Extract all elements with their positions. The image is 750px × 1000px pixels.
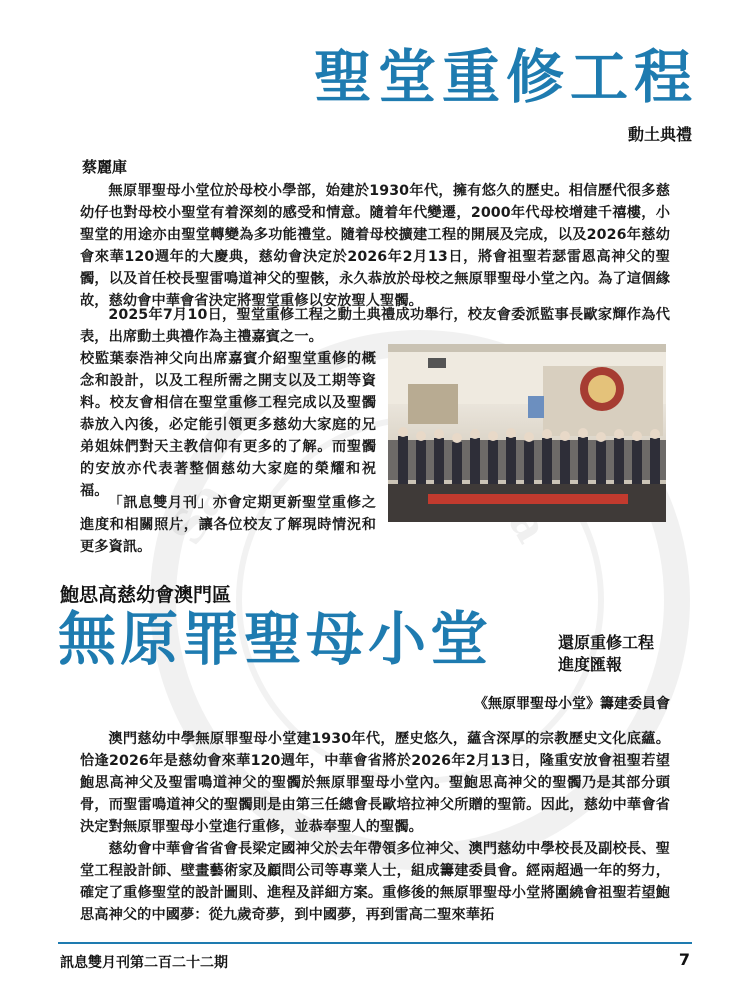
paragraph-1: 無原罪聖母小堂位於母校小學部，始建於1930年代，擁有悠久的歷史。相信歷代很多慈幼仔也對母校小聖堂有着深刻的感受和情意。隨着年代變遷，2000年代母校增建千禧樓，小聖堂的用途亦由聖堂轉變為多功能禮堂。隨着母校擴建工程的開展及完成，以及2026年慈幼會來華120週年的大慶典，慈幼會決定於2026年2月13日，將會祖聖若瑟雷恩高神父的聖髑，以及首任校長聖雷鳴道神父的聖骸，永久恭放於母校之無原罪聖母小堂之內。為了這個緣故，慈幼會中華會省決定將聖堂重修以安放聖人聖髑。: [80, 183, 670, 309]
paragraph-3: 「訊息雙月刊」亦會定期更新聖堂重修之進度和相關照片，讓各位校友了解現時情況和更多資訊。: [80, 495, 376, 555]
publication-issue: 訊息雙月刊第二百二十二期: [60, 955, 228, 971]
section-subtitle-line-1: 還原重修工程: [558, 633, 655, 652]
page-subtitle: 動土典禮: [627, 125, 692, 144]
page-title: 聖堂重修工程: [313, 43, 698, 111]
paragraph-5: 慈幼會中華會省省會長梁定國神父於去年帶領多位神父、澳門慈幼中學校長及副校長、聖堂工程設計師、壁畫藝術家及顧問公司等專業人士，組成籌建委員會。經兩超過一年的努力，確定了重修聖堂的設計圖則、進程及詳細方案。重修後的無原罪聖母小堂將圍繞會祖聖若望鮑思高神父的中國夢：從九歲奇夢，到中國夢，再到雷高二聖來華拓: [80, 841, 670, 923]
author-name: 蔡麗庫: [82, 158, 128, 176]
section-title: 無原罪聖母小堂: [58, 605, 493, 673]
section-subtitle-line-2: 進度匯報: [558, 655, 623, 674]
page-number: 7: [678, 950, 690, 969]
paragraph-4: 澳門慈幼中學無原罪聖母小堂建1930年代，歷史悠久，蘊含深厚的宗教歷史文化底蘊。恰逢2026年是慈幼會來華120週年，中華會省將於2026年2月13日，隆重安放會祖聖若望鮑思高神父及聖雷鳴道神父的聖髑於無原罪聖母小堂內。聖鮑思高神父的聖髑乃是其部分頭骨，而聖雷鳴道神父的聖髑則是由第三任總會長歐培拉神父所贈的聖箭。因此，慈幼中華會省決定對無原罪聖母小堂進行重修，並恭奉聖人的聖髑。: [80, 731, 670, 835]
alumni-seal-watermark: Sa: [150, 330, 690, 870]
groundbreaking-ceremony-photo: [388, 344, 666, 522]
footer-divider: [58, 942, 692, 944]
paragraph-2a: 2025年7月10日，聖堂重修工程之動土典禮成功舉行，校友會委派監事長歐家輝作為代表，出席動土典禮作為主禮嘉賓之一。: [80, 307, 670, 345]
organization-heading: 鮑思高慈幼會澳門區: [60, 584, 232, 606]
paragraph-2b: 校監葉泰浩神父向出席嘉賓介紹聖堂重修的概念和設計，以及工程所需之開支以及工期等資料。校友會相信在聖堂重修工程完成以及聖髑恭放入內後，必定能引領更多慈幼大家庭的兄弟姐妹們對天主教信仰有更多的了解。而聖髑的安放亦代表著整個慈幼大家庭的榮耀和祝福。: [80, 351, 376, 499]
committee-byline: 《無原罪聖母小堂》籌建委員會: [474, 696, 670, 712]
